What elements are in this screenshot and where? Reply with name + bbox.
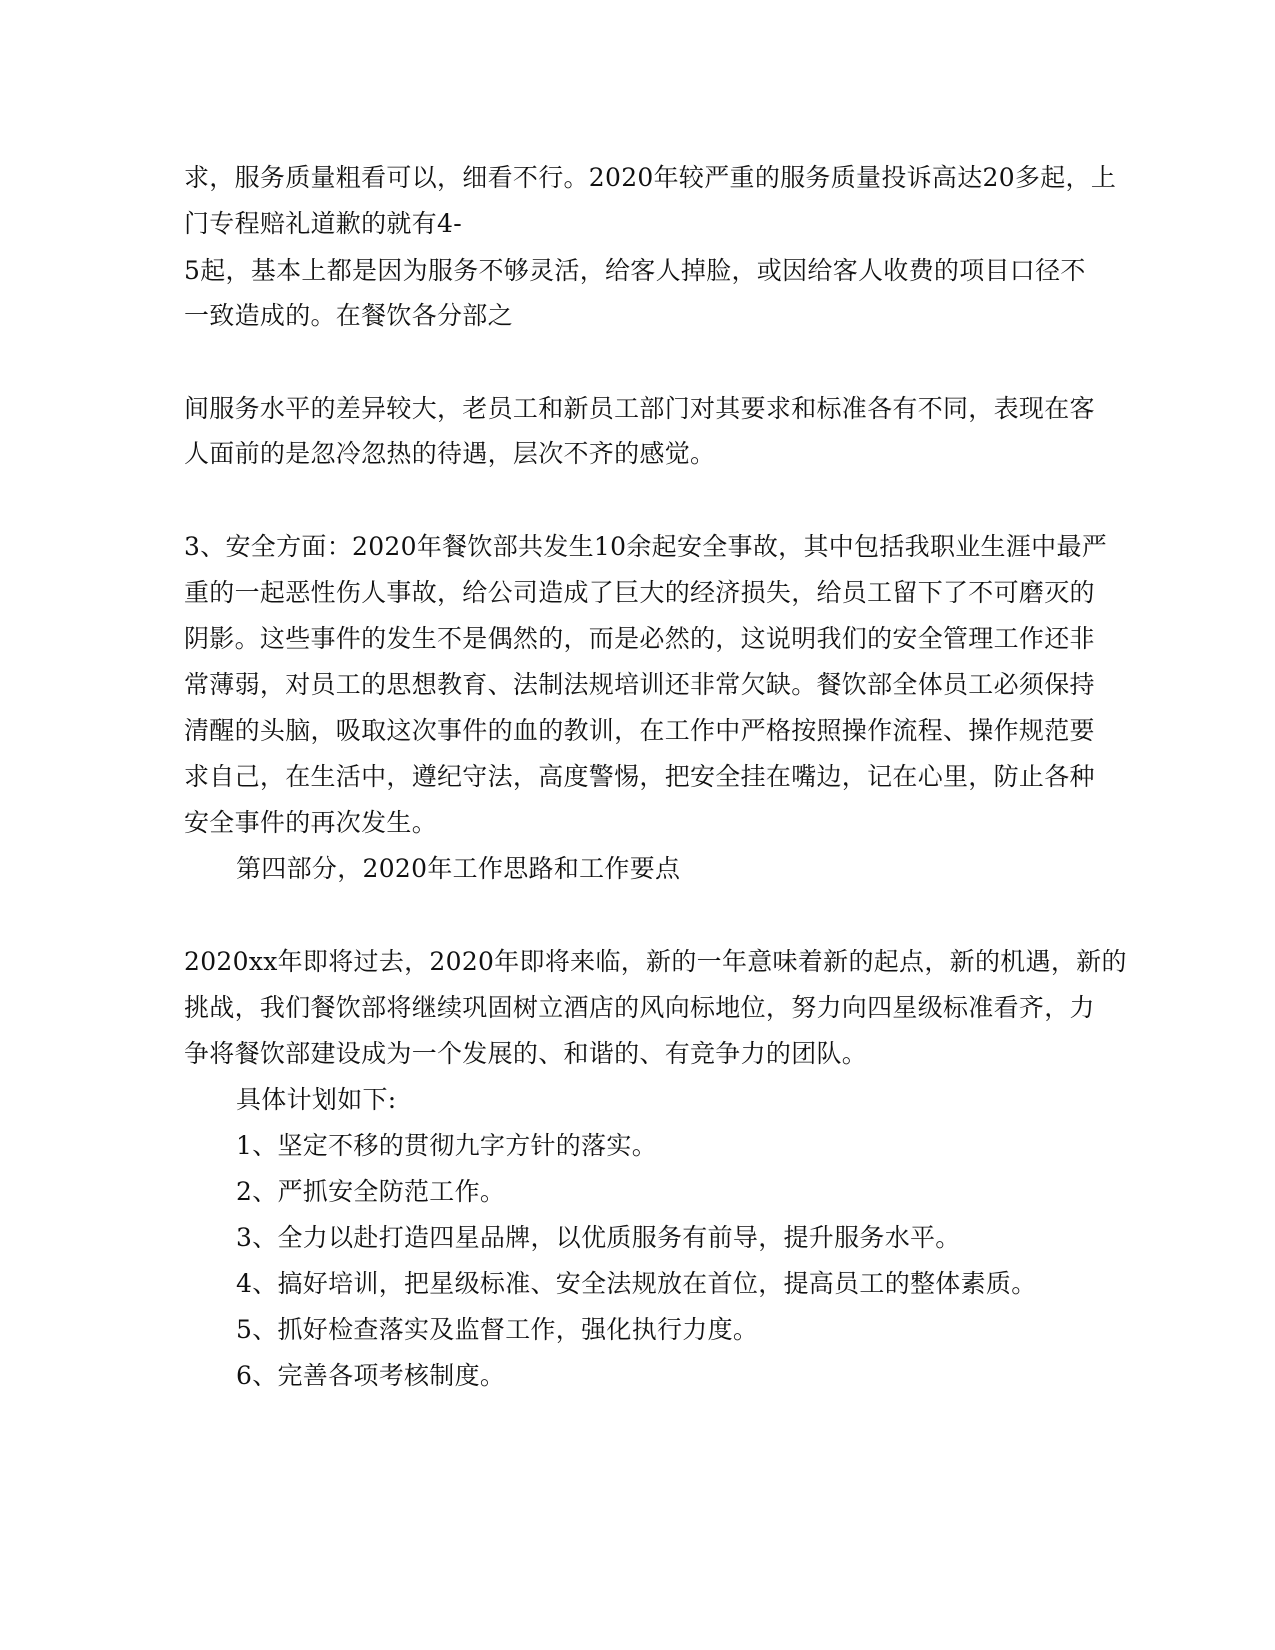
text-line: 人面前的是忽冷忽热的待遇，层次不齐的感觉。	[184, 439, 716, 468]
text-line: 安全事件的再次发生。	[184, 808, 438, 837]
list-item: 2、严抓安全防范工作。	[236, 1177, 506, 1206]
text-line: 间服务水平的差异较大，老员工和新员工部门对其要求和标准各有不同，表现在客	[184, 394, 1095, 423]
text-line: 5起，基本上都是因为服务不够灵活，给客人掉脸，或因给客人收费的项目口径不	[184, 256, 1086, 285]
list-item: 1、坚定不移的贯彻九字方针的落实。	[236, 1131, 658, 1160]
list-intro: 具体计划如下:	[236, 1085, 397, 1114]
text-line: 挑战，我们餐饮部将继续巩固树立酒店的风向标地位，努力向四星级标准看齐，力	[184, 993, 1095, 1022]
list-item: 6、完善各项考核制度。	[236, 1361, 506, 1390]
text-line: 常薄弱，对员工的思想教育、法制法规培训还非常欠缺。餐饮部全体员工必须保持	[184, 670, 1095, 699]
text-line: 门专程赔礼道歉的就有4-	[184, 209, 462, 238]
list-item: 3、全力以赴打造四星品牌，以优质服务有前导，提升服务水平。	[236, 1223, 961, 1252]
text-line: 重的一起恶性伤人事故，给公司造成了巨大的经济损失，给员工留下了不可磨灭的	[184, 578, 1095, 607]
section-heading: 第四部分，2020年工作思路和工作要点	[236, 854, 681, 883]
text-line: 争将餐饮部建设成为一个发展的、和谐的、有竞争力的团队。	[184, 1039, 868, 1068]
list-item: 5、抓好检查落实及监督工作，强化执行力度。	[236, 1315, 759, 1344]
text-line: 2020xx年即将过去，2020年即将来临，新的一年意味着新的起点，新的机遇，新的	[184, 947, 1127, 976]
text-line: 求，服务质量粗看可以，细看不行。2020年较严重的服务质量投诉高达20多起，上	[184, 163, 1117, 192]
text-line: 阴影。这些事件的发生不是偶然的，而是必然的，这说明我们的安全管理工作还非	[184, 624, 1095, 653]
list-item: 4、搞好培训，把星级标准、安全法规放在首位，提高员工的整体素质。	[236, 1269, 1037, 1298]
text-line: 3、安全方面：2020年餐饮部共发生10余起安全事故，其中包括我职业生涯中最严	[184, 532, 1108, 561]
text-line: 清醒的头脑，吸取这次事件的血的教训，在工作中严格按照操作流程、操作规范要	[184, 716, 1095, 745]
text-line: 一致造成的。在餐饮各分部之	[184, 301, 513, 330]
text-line: 求自己，在生活中，遵纪守法，高度警惕，把安全挂在嘴边，记在心里，防止各种	[184, 762, 1095, 791]
